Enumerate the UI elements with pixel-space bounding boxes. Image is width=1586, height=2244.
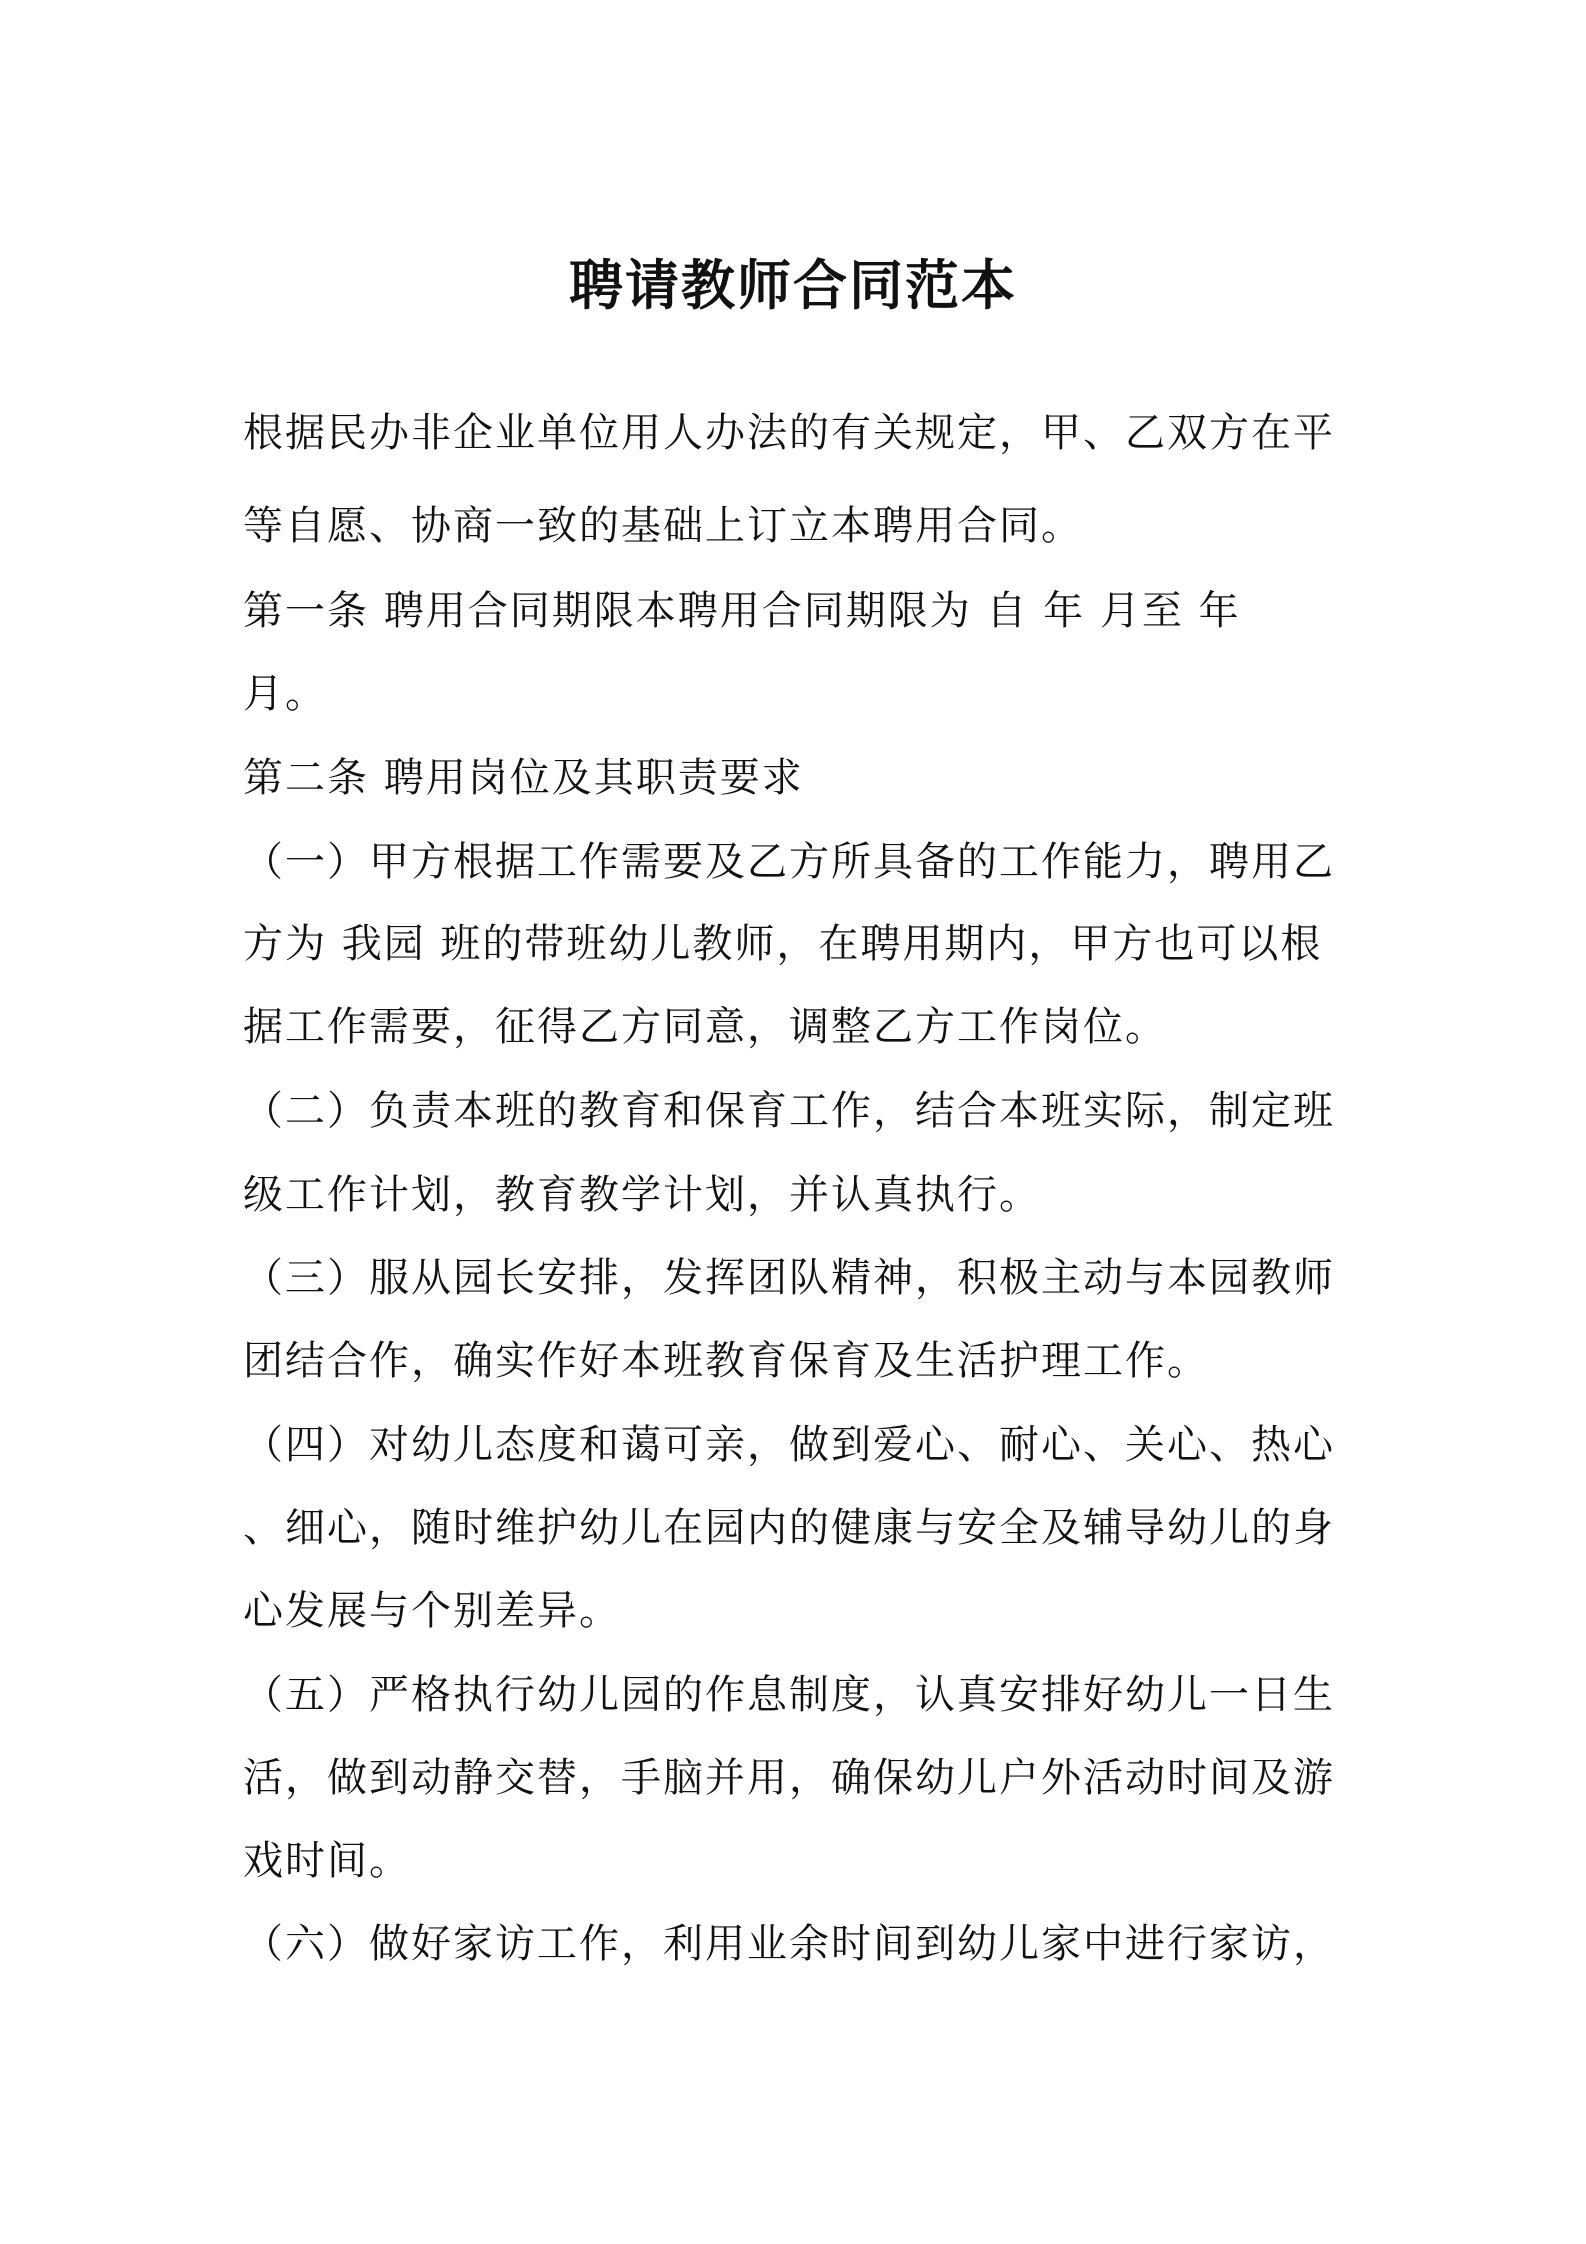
text-line: （二）负责本班的教育和保育工作，结合本班实际，制定班: [243, 1088, 1335, 1134]
text-line: （一）甲方根据工作需要及乙方所具备的工作能力，聘用乙: [243, 839, 1335, 885]
text-line: 心发展与个别差异。: [243, 1588, 621, 1634]
text-line: 、细心，随时维护幼儿在园内的健康与安全及辅导幼儿的身: [243, 1505, 1335, 1551]
text-line: （四）对幼儿态度和蔼可亲，做到爱心、耐心、关心、热心: [243, 1422, 1335, 1468]
document-title: 聘请教师合同范本: [569, 254, 1017, 317]
text-line: 第二条 聘用岗位及其职责要求: [243, 755, 804, 801]
text-line: （六）做好家访工作，利用业余时间到幼儿家中进行家访，: [243, 1921, 1335, 1967]
text-line: （五）严格执行幼儿园的作息制度，认真安排好幼儿一日生: [243, 1672, 1335, 1718]
text-line: 级工作计划，教育教学计划，并认真执行。: [243, 1172, 1041, 1218]
text-line: 戏时间。: [243, 1838, 411, 1884]
text-line: 活，做到动静交替，手脑并用，确保幼儿户外活动时间及游: [243, 1755, 1335, 1801]
text-line: 等自愿、协商一致的基础上订立本聘用合同。: [243, 503, 1083, 549]
text-line: 团结合作，确实作好本班教育保育及生活护理工作。: [243, 1338, 1209, 1384]
text-line: 据工作需要，征得乙方同意，调整乙方工作岗位。: [243, 1004, 1167, 1050]
text-line: 根据民办非企业单位用人办法的有关规定，甲、乙双方在平: [243, 410, 1335, 456]
text-line: （三）服从园长安排，发挥团队精神，积极主动与本园教师: [243, 1255, 1335, 1301]
text-line: 月。: [243, 671, 327, 717]
text-line: 第一条 聘用合同期限本聘用合同期限为 自 年 月至 年: [243, 588, 1241, 634]
text-line: 方为 我园 班的带班幼儿教师，在聘用期内，甲方也可以根: [243, 921, 1323, 967]
